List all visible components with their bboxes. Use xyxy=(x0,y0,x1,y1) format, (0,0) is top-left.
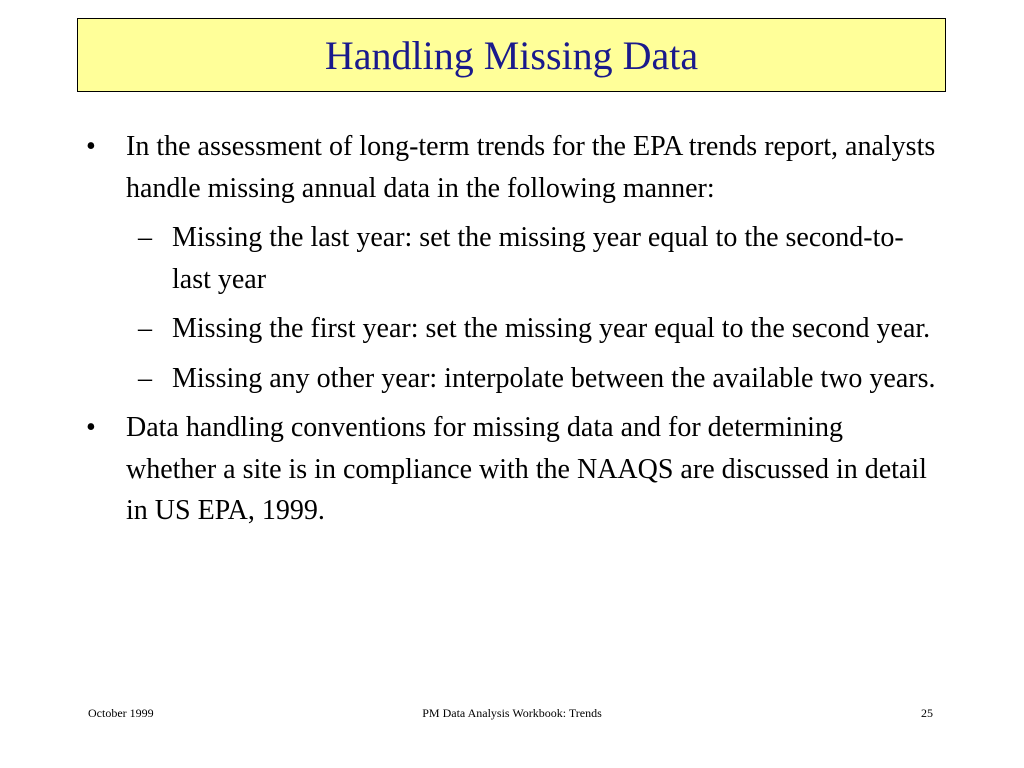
dash-icon: – xyxy=(138,362,152,394)
sub-bullet-text: Missing the first year: set the missing year equal to the second year. xyxy=(172,313,931,344)
slide-content xyxy=(80,126,940,532)
dash-icon: – xyxy=(138,222,152,253)
dash-icon: – xyxy=(138,313,152,344)
sub-bullet-item xyxy=(134,217,940,300)
bullet-item xyxy=(80,126,940,209)
sub-bullet-text: Missing the last year: set the missing year equal to the second-to-last year xyxy=(172,222,904,295)
sub-bullet-item xyxy=(134,358,940,400)
footer-page-number: 25 xyxy=(921,706,933,720)
bullet-text: In the assessment of long-term trends for the EPA trends report, analysts handle missing annual data in the following manner: xyxy=(126,131,936,204)
sub-bullet-list xyxy=(80,217,940,399)
sub-bullet-text: Missing any other year: interpolate between the available two years. xyxy=(172,362,936,394)
footer-title: PM Data Analysis Workbook: Trends xyxy=(422,706,602,720)
bullet-icon: • xyxy=(86,412,96,443)
footer-date: October 1999 xyxy=(88,706,154,720)
sub-bullet-item xyxy=(134,308,940,350)
bullet-icon: • xyxy=(86,131,96,162)
slide-title-box xyxy=(77,18,946,92)
bullet-text: Data handling conventions for missing data and for determining whether a site is in compliance with the NAAQS are discussed in detail in US EPA, 1999. xyxy=(126,412,927,526)
slide-title: Handling Missing Data xyxy=(324,33,699,78)
bullet-item xyxy=(80,407,940,532)
